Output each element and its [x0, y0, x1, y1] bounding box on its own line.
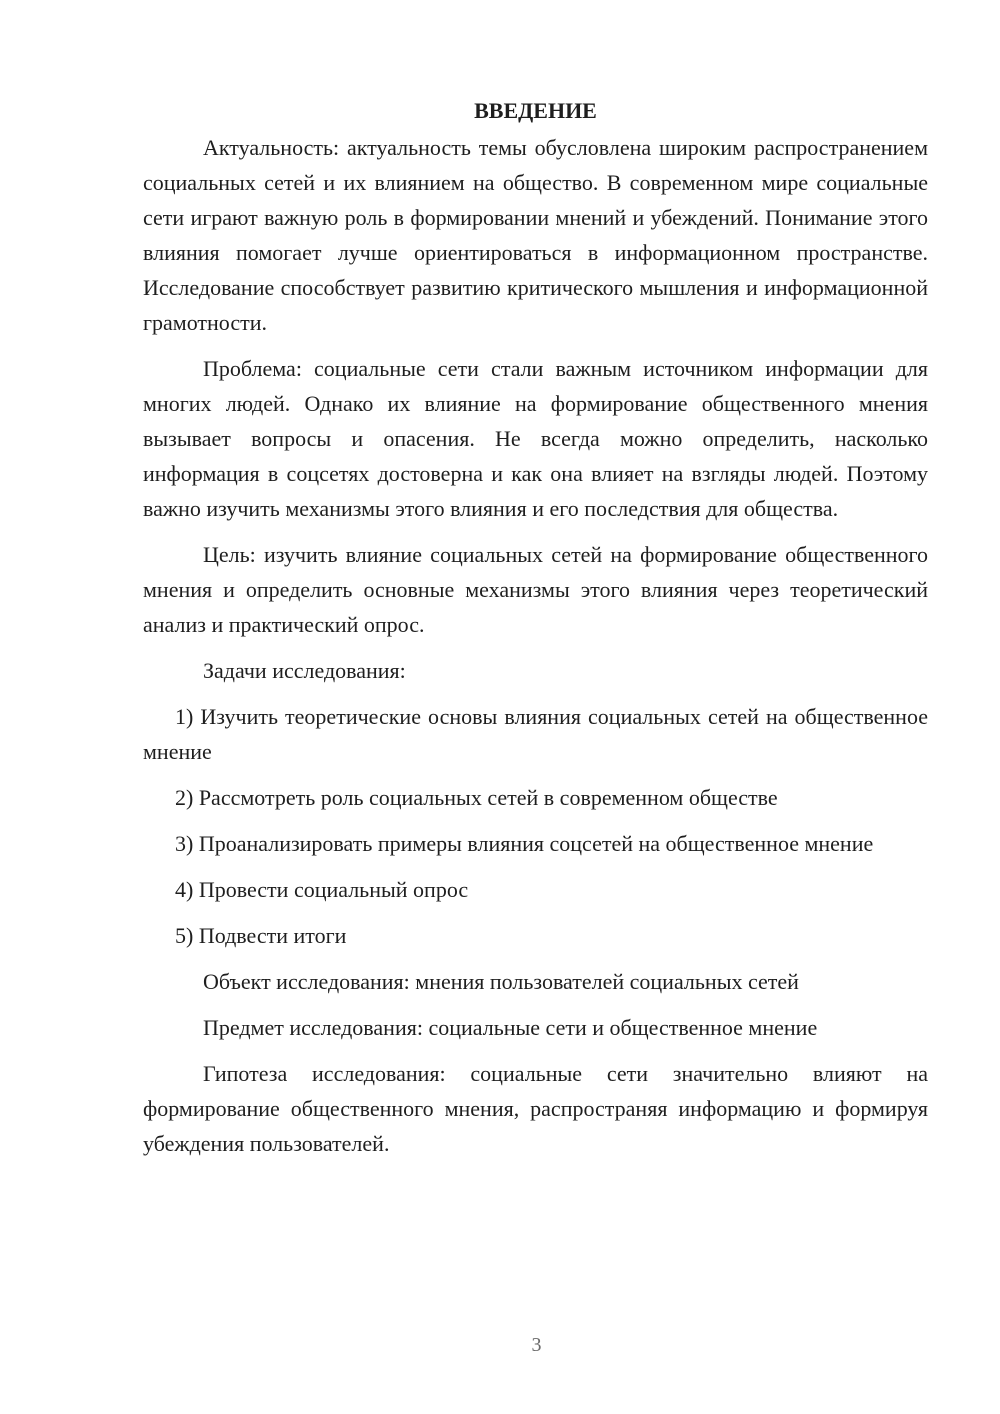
- problem-paragraph: Проблема: социальные сети стали важным источником информации для многих людей. Однако их влияние на формирование общественного мнения вызывает вопросы и опасения. Не всегда можно определить, насколько информация в соцсетях достоверна и как она влияет на взгляды людей. Поэтому важно изучить механизмы этого влияния и его последствия для общества.: [143, 356, 928, 521]
- subject-line: Предмет исследования: социальные сети и общественное мнение: [203, 1015, 818, 1040]
- relevance-paragraph: Актуальность: актуальность темы обусловлена широким распространением социальных сетей и их влиянием на общество. В современном мире социальные сети играют важную роль в формировании мнений и убеждений. Понимание этого влияния помогает лучше ориентироваться в информационном пространстве. Исследование способствует развитию критического мышления и информационной грамотности.: [143, 135, 928, 335]
- task-item: 2) Рассмотреть роль социальных сетей в современном обществе: [175, 785, 778, 810]
- section-title: ВВЕДЕНИЕ: [474, 98, 597, 123]
- task-item: 1) Изучить теоретические основы влияния социальных сетей на общественное мнение: [143, 704, 928, 764]
- task-item: 5) Подвести итоги: [175, 923, 347, 948]
- goal-paragraph: Цель: изучить влияние социальных сетей на формирование общественного мнения и определить основные механизмы этого влияния через теоретический анализ и практический опрос.: [143, 542, 928, 637]
- task-item: 4) Провести социальный опрос: [175, 877, 469, 902]
- page-content: [143, 93, 928, 1172]
- page-number: 3: [531, 1334, 542, 1356]
- task-item: 3) Проанализировать примеры влияния соцсетей на общественное мнение: [175, 831, 874, 856]
- hypothesis-paragraph: Гипотеза исследования: социальные сети значительно влияют на формирование общественного мнения, распространяя информацию и формируя убеждения пользователей.: [143, 1061, 928, 1156]
- tasks-list: [143, 699, 928, 953]
- tasks-heading: Задачи исследования:: [203, 658, 406, 683]
- object-line: Объект исследования: мнения пользователей социальных сетей: [203, 969, 799, 994]
